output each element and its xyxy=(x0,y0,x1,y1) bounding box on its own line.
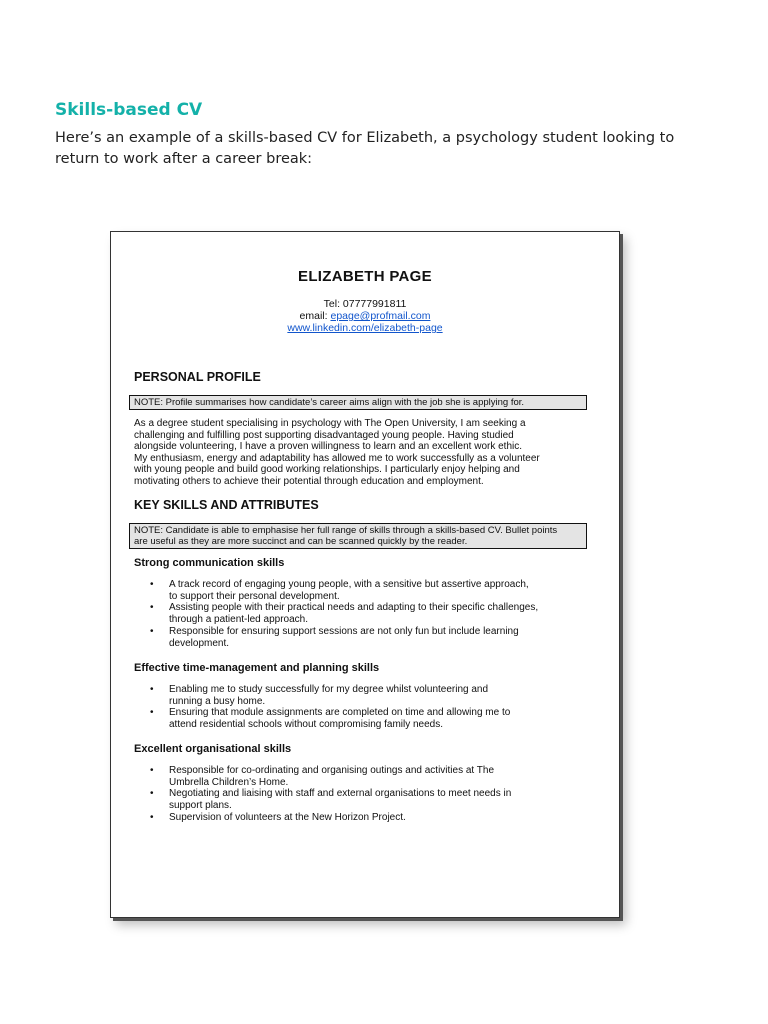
cv-document xyxy=(110,231,620,918)
email-link[interactable]: epage@profmail.com xyxy=(330,310,431,322)
bullet-icon: • xyxy=(150,579,154,590)
key-skills-note xyxy=(129,523,587,549)
skill-group-title: Strong communication skills xyxy=(134,557,285,569)
cv-name: ELIZABETH PAGE xyxy=(298,268,432,285)
note-line: NOTE: Candidate is able to emphasise her full range of skills through a skills-based CV. Bullet points xyxy=(134,525,558,536)
list-item: • Assisting people with their practical needs and adapting to their specific challenges, through a patient-led approach. xyxy=(150,602,539,626)
profile-note: NOTE: Profile summarises how candidate’s career aims align with the job she is applying for. xyxy=(129,395,587,410)
profile-line: motivating others to achieve their potential through education and employment. xyxy=(134,475,484,487)
phone-number: Tel: 07777991811 xyxy=(323,298,407,310)
bullet-icon: • xyxy=(150,811,154,823)
linkedin-link[interactable]: www.linkedin.com/elizabeth-page xyxy=(287,322,443,334)
bullet-icon: • xyxy=(150,707,154,719)
bullet-icon: • xyxy=(150,765,154,776)
profile-line: challenging and fulfilling post supporting disadvantaged young people. Having studied xyxy=(134,429,514,441)
email-line xyxy=(111,310,619,322)
note-line: are useful as they are more succinct and can be scanned quickly by the reader. xyxy=(134,536,468,547)
list-item: • A track record of engaging young people, with a sensitive but assertive approach, to support their personal development. xyxy=(150,579,529,602)
list-item: • Ensuring that module assignments are completed on time and allowing me to attend residential schools without compromising family needs. xyxy=(150,707,511,731)
list-item: • Responsible for co-ordinating and organising outings and activities at The Umbrella Children’s Home. xyxy=(150,765,495,788)
contact-block xyxy=(111,298,619,334)
email-label: email: xyxy=(299,310,331,322)
bullet-icon: • xyxy=(150,788,154,800)
profile-line: with young people and build good working relationships. I particularly enjoy helping and xyxy=(134,464,520,475)
skill-list xyxy=(134,765,554,824)
skill-list xyxy=(134,684,554,731)
bullet-icon: • xyxy=(150,602,154,614)
profile-line: As a degree student specialising in psychology with The Open University, I am seeking a xyxy=(134,418,526,429)
bullet-icon: • xyxy=(150,684,154,695)
intro-paragraph: Here’s an example of a skills-based CV for Elizabeth, a psychology student looking to return to work after a career break: xyxy=(55,130,675,167)
profile-text xyxy=(134,418,574,487)
list-item: • Supervision of volunteers at the New Horizon Project. xyxy=(150,811,406,823)
list-item: • Responsible for ensuring support sessions are not only fun but include learning development. xyxy=(150,625,519,649)
list-item: • Enabling me to study successfully for my degree whilst volunteering and running a busy home. xyxy=(150,684,489,707)
section-heading: Skills-based CV xyxy=(55,100,203,120)
list-item: • Negotiating and liaising with staff and external organisations to meet needs in support plans. xyxy=(150,788,512,812)
skill-group-title: Effective time-management and planning skills xyxy=(134,662,380,674)
profile-line: My enthusiasm, energy and adaptability has allowed me to work successfully as a volunteer xyxy=(134,452,540,464)
key-skills-title: KEY SKILLS AND ATTRIBUTES xyxy=(134,498,319,512)
profile-line: alongside volunteering, I have a proven willingness to learn and an excellent work ethic. xyxy=(134,441,523,452)
personal-profile-title: PERSONAL PROFILE xyxy=(134,370,261,384)
skill-group-title: Excellent organisational skills xyxy=(134,743,292,755)
bullet-icon: • xyxy=(150,625,154,637)
skill-list xyxy=(134,579,554,649)
